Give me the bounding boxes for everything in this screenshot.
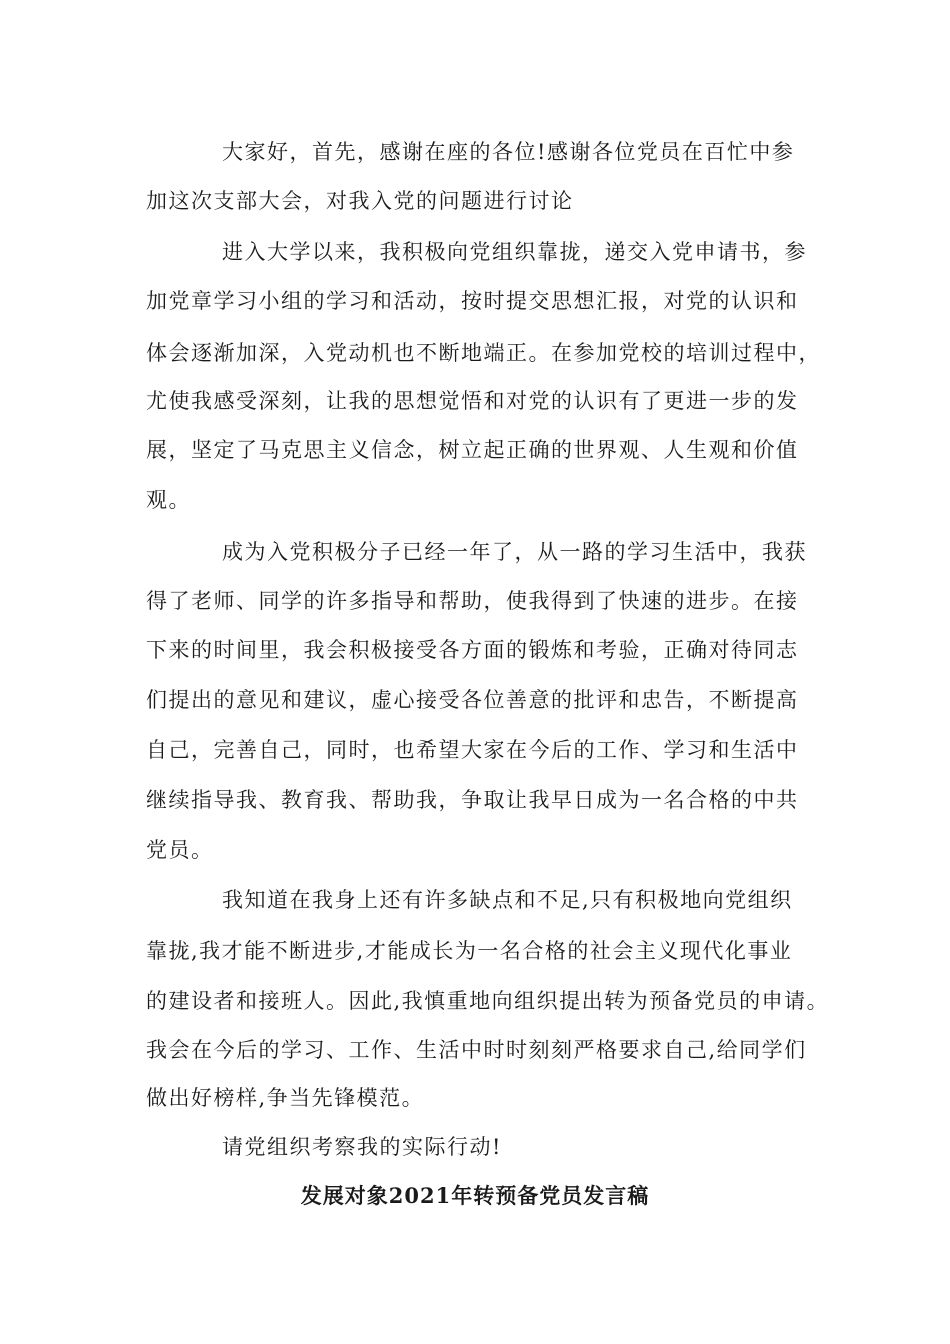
document-title: 发展对象2021年转预备党员发言稿 (300, 1183, 650, 1208)
paragraph-4-line-5: 做出好榜样,争当先锋模范。 (146, 1086, 425, 1110)
paragraph-4-line-3: 的建设者和接班人。因此,我慎重地向组织提出转为预备党员的申请。 (146, 989, 830, 1013)
paragraph-3-line-2: 得了老师、同学的许多指导和帮助，使我得到了快速的进步。在接 (146, 589, 799, 613)
paragraph-1-line-2: 加这次支部大会，对我入党的问题进行讨论 (146, 189, 574, 213)
paragraph-2-line-5: 展，坚定了马克思主义信念，树立起正确的世界观、人生观和价值 (146, 438, 799, 462)
paragraph-2-line-2: 加党章学习小组的学习和活动，按时提交思想汇报，对党的认识和 (146, 289, 799, 313)
paragraph-3-line-1: 成为入党积极分子已经一年了，从一路的学习生活中，我获 (222, 540, 807, 564)
paragraph-4-line-4: 我会在今后的学习、工作、生活中时时刻刻严格要求自己,给同学们 (146, 1038, 807, 1062)
paragraph-1-line-1: 大家好，首先，感谢在座的各位!感谢各位党员在百忙中参 (222, 140, 795, 164)
paragraph-2-line-6: 观。 (146, 488, 191, 512)
paragraph-2-line-4: 尤使我感受深刻，让我的思想觉悟和对党的认识有了更进一步的发 (146, 389, 799, 413)
paragraph-3-line-4: 们提出的意见和建议，虚心接受各位善意的批评和忠告，不断提高 (146, 688, 799, 712)
paragraph-2-line-3: 体会逐渐加深，入党动机也不断地端正。在参加党校的培训过程中， (146, 341, 821, 365)
paragraph-3-line-7: 党员。 (146, 838, 214, 862)
paragraph-4-line-1: 我知道在我身上还有许多缺点和不足,只有积极地向党组织 (222, 888, 793, 912)
paragraph-3-line-5: 自己，完善自己，同时，也希望大家在今后的工作、学习和生活中 (146, 738, 799, 762)
paragraph-2-line-1: 进入大学以来，我积极向党组织靠拢，递交入党申请书，参 (222, 240, 807, 264)
paragraph-4-line-2: 靠拢,我才能不断进步,才能成长为一名合格的社会主义现代化事业 (146, 939, 793, 963)
paragraph-3-line-6: 继续指导我、教育我、帮助我，争取让我早日成为一名合格的中共 (146, 788, 799, 812)
paragraph-3-line-3: 下来的时间里，我会积极接受各方面的锻炼和考验，正确对待同志 (146, 638, 799, 662)
paragraph-5-line-1: 请党组织考察我的实际行动! (222, 1135, 502, 1159)
